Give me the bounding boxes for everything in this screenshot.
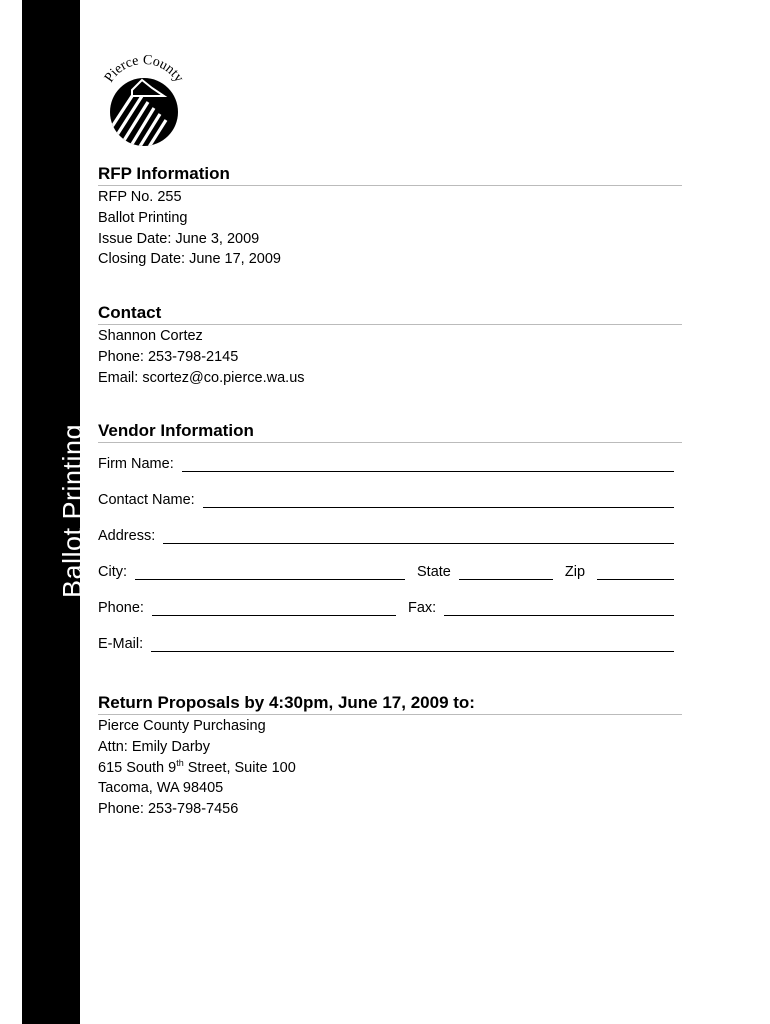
phone-label: Phone: [98,600,144,616]
rfp-issue-date: Issue Date: June 3, 2009 [98,230,260,247]
vendor-heading: Vendor Information [98,420,682,443]
zip-field[interactable] [597,564,674,580]
firm-name-label: Firm Name: [98,456,174,472]
address-row [98,524,674,544]
return-attn: Attn: Emily Darby [98,738,210,755]
vendor-section [98,420,682,443]
email-label: E-Mail: [98,636,144,652]
rfp-title: Ballot Printing [98,209,188,226]
contact-name: Shannon Cortez [98,328,203,344]
contact-name-field[interactable] [203,492,674,508]
return-street: 615 South 9th Street, Suite 100 [98,757,296,776]
firm-name-row [98,452,674,472]
city-state-zip-row [98,560,674,580]
sidebar-title: Ballot Printing [57,423,88,599]
zip-label: Zip [564,564,586,580]
address-field[interactable] [163,528,674,544]
state-label: State [417,564,451,580]
city-field[interactable] [135,564,405,580]
return-city: Tacoma, WA 98405 [98,780,224,797]
sidebar-band [22,0,88,1024]
rfp-closing-date: Closing Date: June 17, 2009 [98,251,281,268]
state-field[interactable] [459,564,553,580]
phone-fax-row [98,596,674,616]
return-section [98,692,682,820]
rfp-number: RFP No. 255 [98,189,182,205]
return-dept: Pierce County Purchasing [98,718,266,734]
city-label: City: [98,564,127,580]
return-phone: Phone: 253-798-7456 [98,801,239,818]
svg-text:Pierce County: Pierce County [101,52,187,86]
email-row [98,632,674,652]
contact-phone: Phone: 253-798-2145 [98,348,239,365]
contact-section [98,302,682,388]
rfp-heading: RFP Information [98,163,682,186]
pierce-county-logo [92,50,196,154]
email-field[interactable] [151,636,674,652]
contact-name-label: Contact Name: [98,492,195,508]
address-label: Address: [98,528,156,544]
rfp-section [98,163,682,270]
return-heading: Return Proposals by 4:30pm, June 17, 2009 to: [98,692,682,715]
contact-heading: Contact [98,302,682,325]
contact-name-row [98,488,674,508]
contact-email: Email: scortez@co.pierce.wa.us [98,369,305,386]
firm-name-field[interactable] [182,456,674,472]
fax-field[interactable] [444,600,674,616]
fax-label: Fax: [407,600,437,616]
phone-field[interactable] [152,600,396,616]
